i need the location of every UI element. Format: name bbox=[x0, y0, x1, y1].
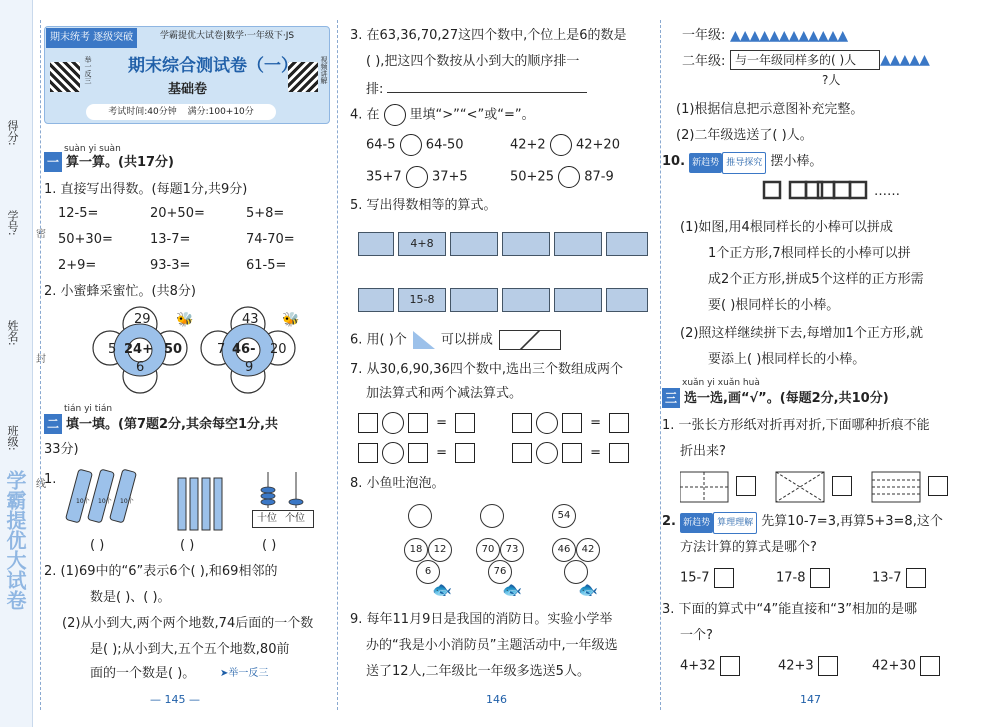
bubble: 73 bbox=[500, 538, 524, 562]
flower1-right: 50 bbox=[164, 342, 183, 357]
calc-item: 50+30= bbox=[58, 232, 113, 247]
sec2-title-cont: 33分) bbox=[44, 442, 79, 457]
dots: …… bbox=[874, 184, 900, 199]
q7-line1: 7. 从30,6,90,36四个数中,选出三个数组成两个 bbox=[350, 362, 623, 377]
answer-box[interactable] bbox=[512, 413, 532, 433]
answer-box[interactable] bbox=[562, 443, 582, 463]
q3-sort-label: 排: bbox=[366, 82, 384, 97]
calc-item: 2+9= bbox=[58, 258, 97, 273]
sec1-q2: 2. 小蜜蜂采蜜忙。(共8分) bbox=[44, 284, 196, 299]
cut-line bbox=[40, 20, 41, 710]
flower2-center-num: 46 bbox=[232, 342, 251, 357]
answer-box[interactable] bbox=[358, 443, 378, 463]
operator-circle[interactable] bbox=[536, 412, 558, 434]
sec2-q2b: 数是( )、( )。 bbox=[90, 590, 171, 605]
s2-text: 先算10-7=3,再算5+3=8,这个 bbox=[761, 514, 943, 529]
triangle-shape-icon bbox=[413, 331, 435, 349]
equation-row bbox=[354, 442, 479, 464]
sec2-q2a: 2. (1)69中的“6”表示6个( ),和69相邻的 bbox=[44, 564, 278, 579]
q4-prefix: 4. 在 bbox=[350, 107, 380, 123]
equation-row bbox=[508, 412, 633, 434]
train-car bbox=[554, 288, 602, 312]
p10-line5: (2)照这样继续拼下去,每增加1个正方形,就 bbox=[680, 326, 923, 341]
q8-title: 8. 小鱼吐泡泡。 bbox=[350, 476, 445, 491]
s3-option bbox=[680, 656, 744, 677]
bubble: 6 bbox=[416, 560, 440, 584]
bubble: 12 bbox=[428, 538, 452, 562]
exam-info bbox=[86, 104, 276, 120]
q10-title bbox=[662, 152, 822, 174]
stick-squares bbox=[762, 180, 872, 202]
s2-option bbox=[680, 568, 738, 589]
compare-right: 87-9 bbox=[584, 169, 614, 185]
q6-suffix: 可以拼成 bbox=[440, 332, 493, 348]
flower2-bottom: 9 bbox=[245, 360, 254, 375]
option-text: 42+30 bbox=[872, 658, 916, 674]
choice-box[interactable] bbox=[832, 476, 852, 496]
train-car bbox=[502, 288, 550, 312]
compare-right: 64-50 bbox=[425, 137, 464, 153]
train-car bbox=[450, 232, 498, 256]
flower1-bottom: 6 bbox=[136, 360, 145, 375]
page-number-147: 147 bbox=[800, 693, 821, 706]
compare-item bbox=[366, 166, 468, 188]
bundle-label: 10个 bbox=[76, 498, 90, 505]
equals-sign: = bbox=[436, 415, 448, 431]
choice-box[interactable] bbox=[818, 656, 838, 676]
sec3-title-line bbox=[662, 388, 889, 409]
tag-new: 新趋势 bbox=[689, 153, 722, 173]
tag-new: 新趋势 bbox=[680, 513, 713, 533]
train-car: 15-8 bbox=[398, 288, 446, 312]
sec1-q1: 1. 直接写出得数。(每题1分,共9分) bbox=[44, 182, 248, 197]
grade2-triangles: ▲▲▲▲▲ bbox=[880, 52, 929, 68]
spine-title: 学霸提优大试卷 bbox=[3, 470, 27, 610]
sec1-title-line bbox=[44, 152, 174, 173]
compare-item bbox=[510, 166, 614, 188]
bubble: 18 bbox=[404, 538, 428, 562]
s1-line1: 1. 一张长方形纸对折再对折,下面哪种折痕不能 bbox=[662, 418, 930, 433]
exam-title: 期末综合测试卷（一） bbox=[128, 56, 298, 76]
example-link[interactable]: ➤举一反三 bbox=[220, 668, 269, 679]
q6-line bbox=[350, 330, 561, 351]
answer-box[interactable] bbox=[358, 413, 378, 433]
bee-icon: 🐝 bbox=[282, 312, 300, 328]
calc-item: 93-3= bbox=[150, 258, 191, 273]
option-text: 13-7 bbox=[872, 570, 902, 586]
compare-item bbox=[366, 134, 464, 156]
sec2-q2e: 面的一个数是( )。 bbox=[90, 666, 196, 681]
flower1-top: 29 bbox=[134, 312, 151, 327]
train-engine bbox=[358, 232, 394, 256]
s3-option bbox=[872, 656, 944, 677]
flower2-op: - bbox=[250, 342, 256, 357]
train-car bbox=[606, 232, 648, 256]
calc-item: 13-7= bbox=[150, 232, 191, 247]
fish-icon: 🐟 bbox=[502, 580, 522, 599]
flower2-center bbox=[232, 340, 256, 360]
q10-number: 10. bbox=[662, 154, 686, 169]
answer-box[interactable] bbox=[609, 413, 629, 433]
answer-box[interactable] bbox=[512, 443, 532, 463]
compare-left: 35+7 bbox=[366, 169, 402, 185]
choice-box[interactable] bbox=[920, 656, 940, 676]
column-divider bbox=[660, 20, 661, 710]
exam-score: 满分:100+10分 bbox=[187, 107, 254, 117]
s2-option bbox=[776, 568, 834, 589]
sec3-pinyin: xuǎn yi xuǎn huà bbox=[682, 378, 760, 388]
p1: (1)根据信息把示意图补充完整。 bbox=[676, 102, 864, 117]
feng-mark: 封 bbox=[36, 354, 46, 365]
p10-line6: 要添上( )根同样长的小棒。 bbox=[708, 352, 866, 367]
equation-row bbox=[508, 442, 633, 464]
score-label: 得分: bbox=[6, 120, 19, 146]
compare-blank[interactable] bbox=[400, 134, 422, 156]
option-text: 17-8 bbox=[776, 570, 806, 586]
sec1-title: 算一算。(共17分) bbox=[66, 155, 174, 170]
s3-line2: 一个? bbox=[680, 628, 713, 643]
compare-item bbox=[510, 134, 620, 156]
bubble-empty[interactable] bbox=[480, 504, 504, 528]
calc-item: 5+8= bbox=[246, 206, 285, 221]
bubble: 70 bbox=[476, 538, 500, 562]
answer-box[interactable] bbox=[562, 413, 582, 433]
choice-box[interactable] bbox=[720, 656, 740, 676]
option-text: 42+3 bbox=[778, 658, 814, 674]
column-divider bbox=[337, 20, 338, 710]
xian-mark: 线 bbox=[36, 479, 46, 490]
parallelogram-shape-icon bbox=[499, 330, 561, 350]
answer-box[interactable] bbox=[408, 413, 428, 433]
equals-sign: = bbox=[590, 445, 602, 461]
q7-line2: 加法算式和两个减法算式。 bbox=[366, 386, 523, 401]
compare-blank[interactable] bbox=[558, 166, 580, 188]
fish-icon: 🐟 bbox=[432, 580, 452, 599]
qr-left bbox=[50, 62, 80, 92]
choice-box[interactable] bbox=[714, 568, 734, 588]
sec2-title: 填一填。(第7题2分,其余每空1分,共 bbox=[66, 417, 278, 432]
q6-prefix: 6. 用( )个 bbox=[350, 332, 407, 348]
abacus-ones: 个位 bbox=[285, 513, 305, 524]
p10-line1: (1)如图,用4根同样长的小棒可以拼成 bbox=[680, 220, 893, 235]
p10-line3: 成2个正方形,拼成5个这样的正方形需 bbox=[708, 272, 924, 287]
compare-blank[interactable] bbox=[406, 166, 428, 188]
bubble: 46 bbox=[552, 538, 576, 562]
page-number-145: — 145 — bbox=[150, 693, 200, 706]
bubble: 54 bbox=[552, 504, 576, 528]
header-series: 学霸提优大试卷|数学·一年级下·JS bbox=[160, 31, 295, 41]
compare-left: 42+2 bbox=[510, 137, 546, 153]
sec2-title-line bbox=[44, 414, 278, 435]
operator-circle[interactable] bbox=[382, 412, 404, 434]
sec2-q1: 1. bbox=[44, 472, 57, 487]
answer-blank[interactable]: ( ) bbox=[90, 538, 105, 553]
id-label: 学号: bbox=[6, 210, 19, 236]
option-text: 4+32 bbox=[680, 658, 716, 674]
tag-understand: 算理理解 bbox=[713, 512, 757, 534]
exam-time: 考试时间:40分钟 bbox=[108, 107, 177, 117]
answer-box[interactable] bbox=[408, 443, 428, 463]
bubble: 42 bbox=[576, 538, 600, 562]
fish-icon: 🐟 bbox=[578, 580, 598, 599]
s2-line2: 方法计算的算式是哪个? bbox=[680, 540, 817, 555]
choice-box[interactable] bbox=[736, 476, 756, 496]
q3-line2: ( ),把这四个数按从小到大的顺序排一 bbox=[366, 54, 580, 69]
class-label: 班级: bbox=[6, 425, 19, 451]
question-person: ?人 bbox=[822, 73, 841, 87]
page-number-146: 146 bbox=[486, 693, 507, 706]
train-car bbox=[450, 288, 498, 312]
q9-line2: 办的“我是小小消防员”主题活动中,一年级选 bbox=[366, 638, 618, 653]
bundle-label: 10个 bbox=[98, 498, 112, 505]
abacus-tens: 十位 bbox=[257, 513, 277, 524]
sec2-pinyin: tián yi tián bbox=[64, 404, 113, 414]
answer-box[interactable] bbox=[455, 443, 475, 463]
name-label: 姓名: bbox=[6, 320, 19, 346]
choice-box[interactable] bbox=[928, 476, 948, 496]
compare-left: 64-5 bbox=[366, 137, 396, 153]
header-badge: 期末统考 逐级突破 bbox=[46, 28, 137, 48]
q3-line3 bbox=[366, 78, 587, 100]
bubble-empty[interactable] bbox=[408, 504, 432, 528]
q4-title bbox=[350, 104, 535, 126]
choice-box[interactable] bbox=[906, 568, 926, 588]
sec2-q2c: (2)从小到大,两个两个地数,74后面的一个数 bbox=[62, 616, 314, 631]
calc-item: 20+50= bbox=[150, 206, 205, 221]
flower1-center-num: 24 bbox=[124, 342, 143, 357]
answer-box[interactable] bbox=[455, 413, 475, 433]
mi-mark: 密 bbox=[36, 229, 46, 240]
flower2-left: 7 bbox=[217, 342, 226, 357]
flower1-center bbox=[124, 340, 153, 360]
train-car: 4+8 bbox=[398, 232, 446, 256]
calc-item: 74-70= bbox=[246, 232, 295, 247]
sec3-number: 三 bbox=[662, 388, 680, 408]
answer-blank[interactable]: ( ) bbox=[180, 538, 195, 553]
q10-text: 摆小棒。 bbox=[770, 154, 823, 169]
tag-explore: 推导探究 bbox=[722, 152, 766, 174]
sec1-pinyin: suàn yi suàn bbox=[64, 144, 121, 154]
p10-line2: 1个正方形,7根同样长的小棒可以拼 bbox=[708, 246, 911, 261]
s2-line1: 2. 新趋势 算理理解 先算10-7=3,再算5+3=8,这个 bbox=[662, 512, 943, 534]
grade1-label: 一年级: bbox=[682, 28, 726, 43]
qr-left-caption: 举一反三 bbox=[84, 56, 92, 84]
sec2-q2d: 是( );从小到大,五个五个地数,80前 bbox=[90, 642, 290, 657]
bubble: 76 bbox=[488, 560, 512, 584]
compare-right: 42+20 bbox=[576, 137, 620, 153]
compare-right: 37+5 bbox=[432, 169, 468, 185]
flower1-op: + bbox=[142, 342, 153, 357]
p2: (2)二年级选送了( )人。 bbox=[676, 128, 813, 143]
train-car bbox=[554, 232, 602, 256]
sec1-number: 一 bbox=[44, 152, 62, 172]
compare-circle-icon bbox=[384, 104, 406, 126]
s3-line1: 3. 下面的算式中“4”能直接和“3”相加的是哪 bbox=[662, 602, 918, 617]
choice-box[interactable] bbox=[810, 568, 830, 588]
answer-blank[interactable]: ( ) bbox=[262, 538, 277, 553]
q3-answer-line[interactable] bbox=[387, 78, 587, 93]
compare-blank[interactable] bbox=[550, 134, 572, 156]
s2-option bbox=[872, 568, 930, 589]
s1-line2: 折出来? bbox=[680, 444, 726, 459]
abacus-base bbox=[252, 510, 314, 528]
equals-sign: = bbox=[436, 445, 448, 461]
grade2-label: 二年级: bbox=[682, 54, 726, 69]
sticks bbox=[176, 476, 230, 532]
answer-box[interactable] bbox=[609, 443, 629, 463]
flower1-left: 5 bbox=[108, 342, 117, 357]
bundle-label: 10个 bbox=[120, 498, 134, 505]
option-text: 15-7 bbox=[680, 570, 710, 586]
q9-line3: 送了12人,二年级比一年级多选送5人。 bbox=[366, 664, 590, 679]
sec2-number: 二 bbox=[44, 414, 62, 434]
binding-strip bbox=[0, 0, 33, 727]
s3-option bbox=[778, 656, 842, 677]
same-bracket: 与一年级同样多的( )人 bbox=[730, 50, 880, 70]
compare-left: 50+25 bbox=[510, 169, 554, 185]
p10-line4: 要( )根同样长的小棒。 bbox=[708, 298, 840, 313]
calc-item: 61-5= bbox=[246, 258, 287, 273]
qr-right-caption: 视频讲解 bbox=[320, 56, 328, 84]
q5-title: 5. 写出得数相等的算式。 bbox=[350, 198, 497, 213]
train-car bbox=[502, 232, 550, 256]
q3-line1: 3. 在63,36,70,27这四个数中,个位上是6的数是 bbox=[350, 28, 627, 43]
operator-circle[interactable] bbox=[382, 442, 404, 464]
sec3-title: 选一选,画“√”。(每题2分,共10分) bbox=[684, 391, 889, 406]
abacus bbox=[252, 470, 312, 510]
grade1-triangles: ▲▲▲▲▲▲▲▲▲▲▲▲ bbox=[730, 28, 848, 44]
equation-row bbox=[354, 412, 479, 434]
exam-subtitle: 基础卷 bbox=[168, 82, 208, 97]
train-car bbox=[606, 288, 648, 312]
operator-circle[interactable] bbox=[536, 442, 558, 464]
q4-suffix: 里填“>”“<”或“=”。 bbox=[409, 107, 535, 123]
q9-line1: 9. 每年11月9日是我国的消防日。实验小学举 bbox=[350, 612, 613, 627]
train-engine bbox=[358, 288, 394, 312]
calc-item: 12-5= bbox=[58, 206, 99, 221]
flower2-top: 43 bbox=[242, 312, 259, 327]
flower2-right: 20 bbox=[270, 342, 287, 357]
bee-icon: 🐝 bbox=[176, 312, 194, 328]
equals-sign: = bbox=[590, 415, 602, 431]
